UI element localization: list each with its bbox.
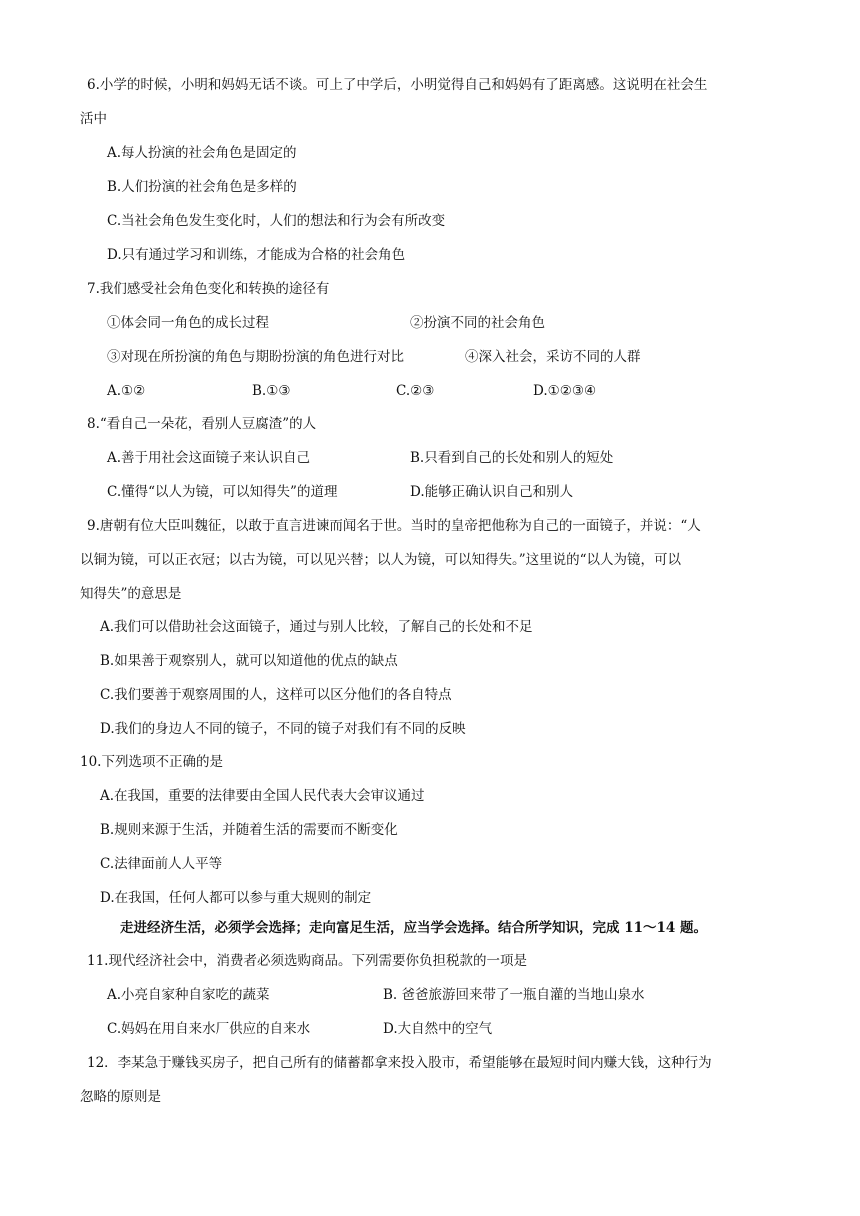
q6-option-d: D.只有通过学习和训练，才能成为合格的社会角色 — [107, 247, 406, 263]
q7-option-b: B.①③ — [252, 383, 291, 399]
q8-stem: 8.“看自己一朵花，看别人豆腐渣”的人 — [87, 416, 317, 432]
q12-stem-line1: 12．李某急于赚钱买房子，把自己所有的储蓄都拿来投入股市，希望能够在最短时间内赚大钱，这种行为 — [87, 1055, 712, 1071]
q9-stem-line1: 9.唐朝有位大臣叫魏征，以敢于直言进谏而闻名于世。当时的皇帝把他称为自己的一面镜子，并说：“人 — [87, 518, 701, 534]
q9-option-c: C.我们要善于观察周围的人，这样可以区分他们的各自特点 — [100, 687, 452, 703]
q9-stem-line2: 以铜为镜，可以正衣冠；以古为镜，可以见兴替；以人为镜，可以知得失。”这里说的“以人为镜，可以 — [80, 552, 682, 568]
q7-item-2: ②扮演不同的社会角色 — [410, 315, 545, 331]
q7-item-3: ③对现在所扮演的角色与期盼扮演的角色进行对比 — [107, 349, 404, 365]
q7-stem: 7.我们感受社会角色变化和转换的途径有 — [87, 281, 330, 297]
section-heading: 走进经济生活，必须学会选择；走向富足生活，应当学会选择。结合所学知识，完成 11～14 题。 — [120, 920, 707, 936]
q9-stem-line3: 知得失”的意思是 — [80, 586, 182, 602]
q9-option-a: A.我们可以借助社会这面镜子，通过与别人比较，了解自己的长处和不足 — [100, 619, 533, 635]
q10-option-b: B.规则来源于生活，并随着生活的需要而不断变化 — [100, 822, 398, 838]
q7-option-c: C.②③ — [396, 383, 435, 399]
q9-option-d: D.我们的身边人不同的镜子，不同的镜子对我们有不同的反映 — [100, 721, 466, 737]
q6-option-b: B.人们扮演的社会角色是多样的 — [107, 179, 297, 195]
q8-option-b: B.只看到自己的长处和别人的短处 — [410, 450, 614, 466]
q6-stem-line1: 6.小学的时候，小明和妈妈无话不谈。可上了中学后，小明觉得自己和妈妈有了距离感。这说明在社会生 — [87, 77, 708, 93]
q8-option-c: C.懂得“以人为镜，可以知得失”的道理 — [107, 484, 338, 500]
q11-option-c: C.妈妈在用自来水厂供应的自来水 — [107, 1021, 311, 1037]
q10-option-c: C.法律面前人人平等 — [100, 856, 223, 872]
q12-stem-line2: 忽略的原则是 — [80, 1089, 161, 1105]
q10-stem: 10.下列选项不正确的是 — [80, 754, 223, 770]
q7-item-1: ①体会同一角色的成长过程 — [107, 315, 269, 331]
q9-option-b: B.如果善于观察别人，就可以知道他的优点的缺点 — [100, 653, 398, 669]
q11-option-a: A.小亮自家种自家吃的蔬菜 — [107, 987, 270, 1003]
q10-option-a: A.在我国，重要的法律要由全国人民代表大会审议通过 — [100, 788, 425, 804]
q7-option-d: D.①②③④ — [533, 383, 597, 399]
q11-option-b: B. 爸爸旅游回来带了一瓶自灌的当地山泉水 — [383, 987, 645, 1003]
q7-option-a: A.①② — [107, 383, 146, 399]
q7-item-4: ④深入社会，采访不同的人群 — [465, 349, 641, 365]
q6-option-a: A.每人扮演的社会角色是固定的 — [107, 145, 297, 161]
q6-stem-line2: 活中 — [80, 111, 107, 127]
q8-option-d: D.能够正确认识自己和别人 — [410, 484, 574, 500]
q8-option-a: A.善于用社会这面镜子来认识自己 — [107, 450, 311, 466]
q11-stem: 11.现代经济社会中，消费者必须选购商品。下列需要你负担税款的一项是 — [87, 953, 527, 969]
q6-option-c: C.当社会角色发生变化时，人们的想法和行为会有所改变 — [107, 213, 446, 229]
q10-option-d: D.在我国，任何人都可以参与重大规则的制定 — [100, 890, 372, 906]
q11-option-d: D.大自然中的空气 — [383, 1021, 493, 1037]
